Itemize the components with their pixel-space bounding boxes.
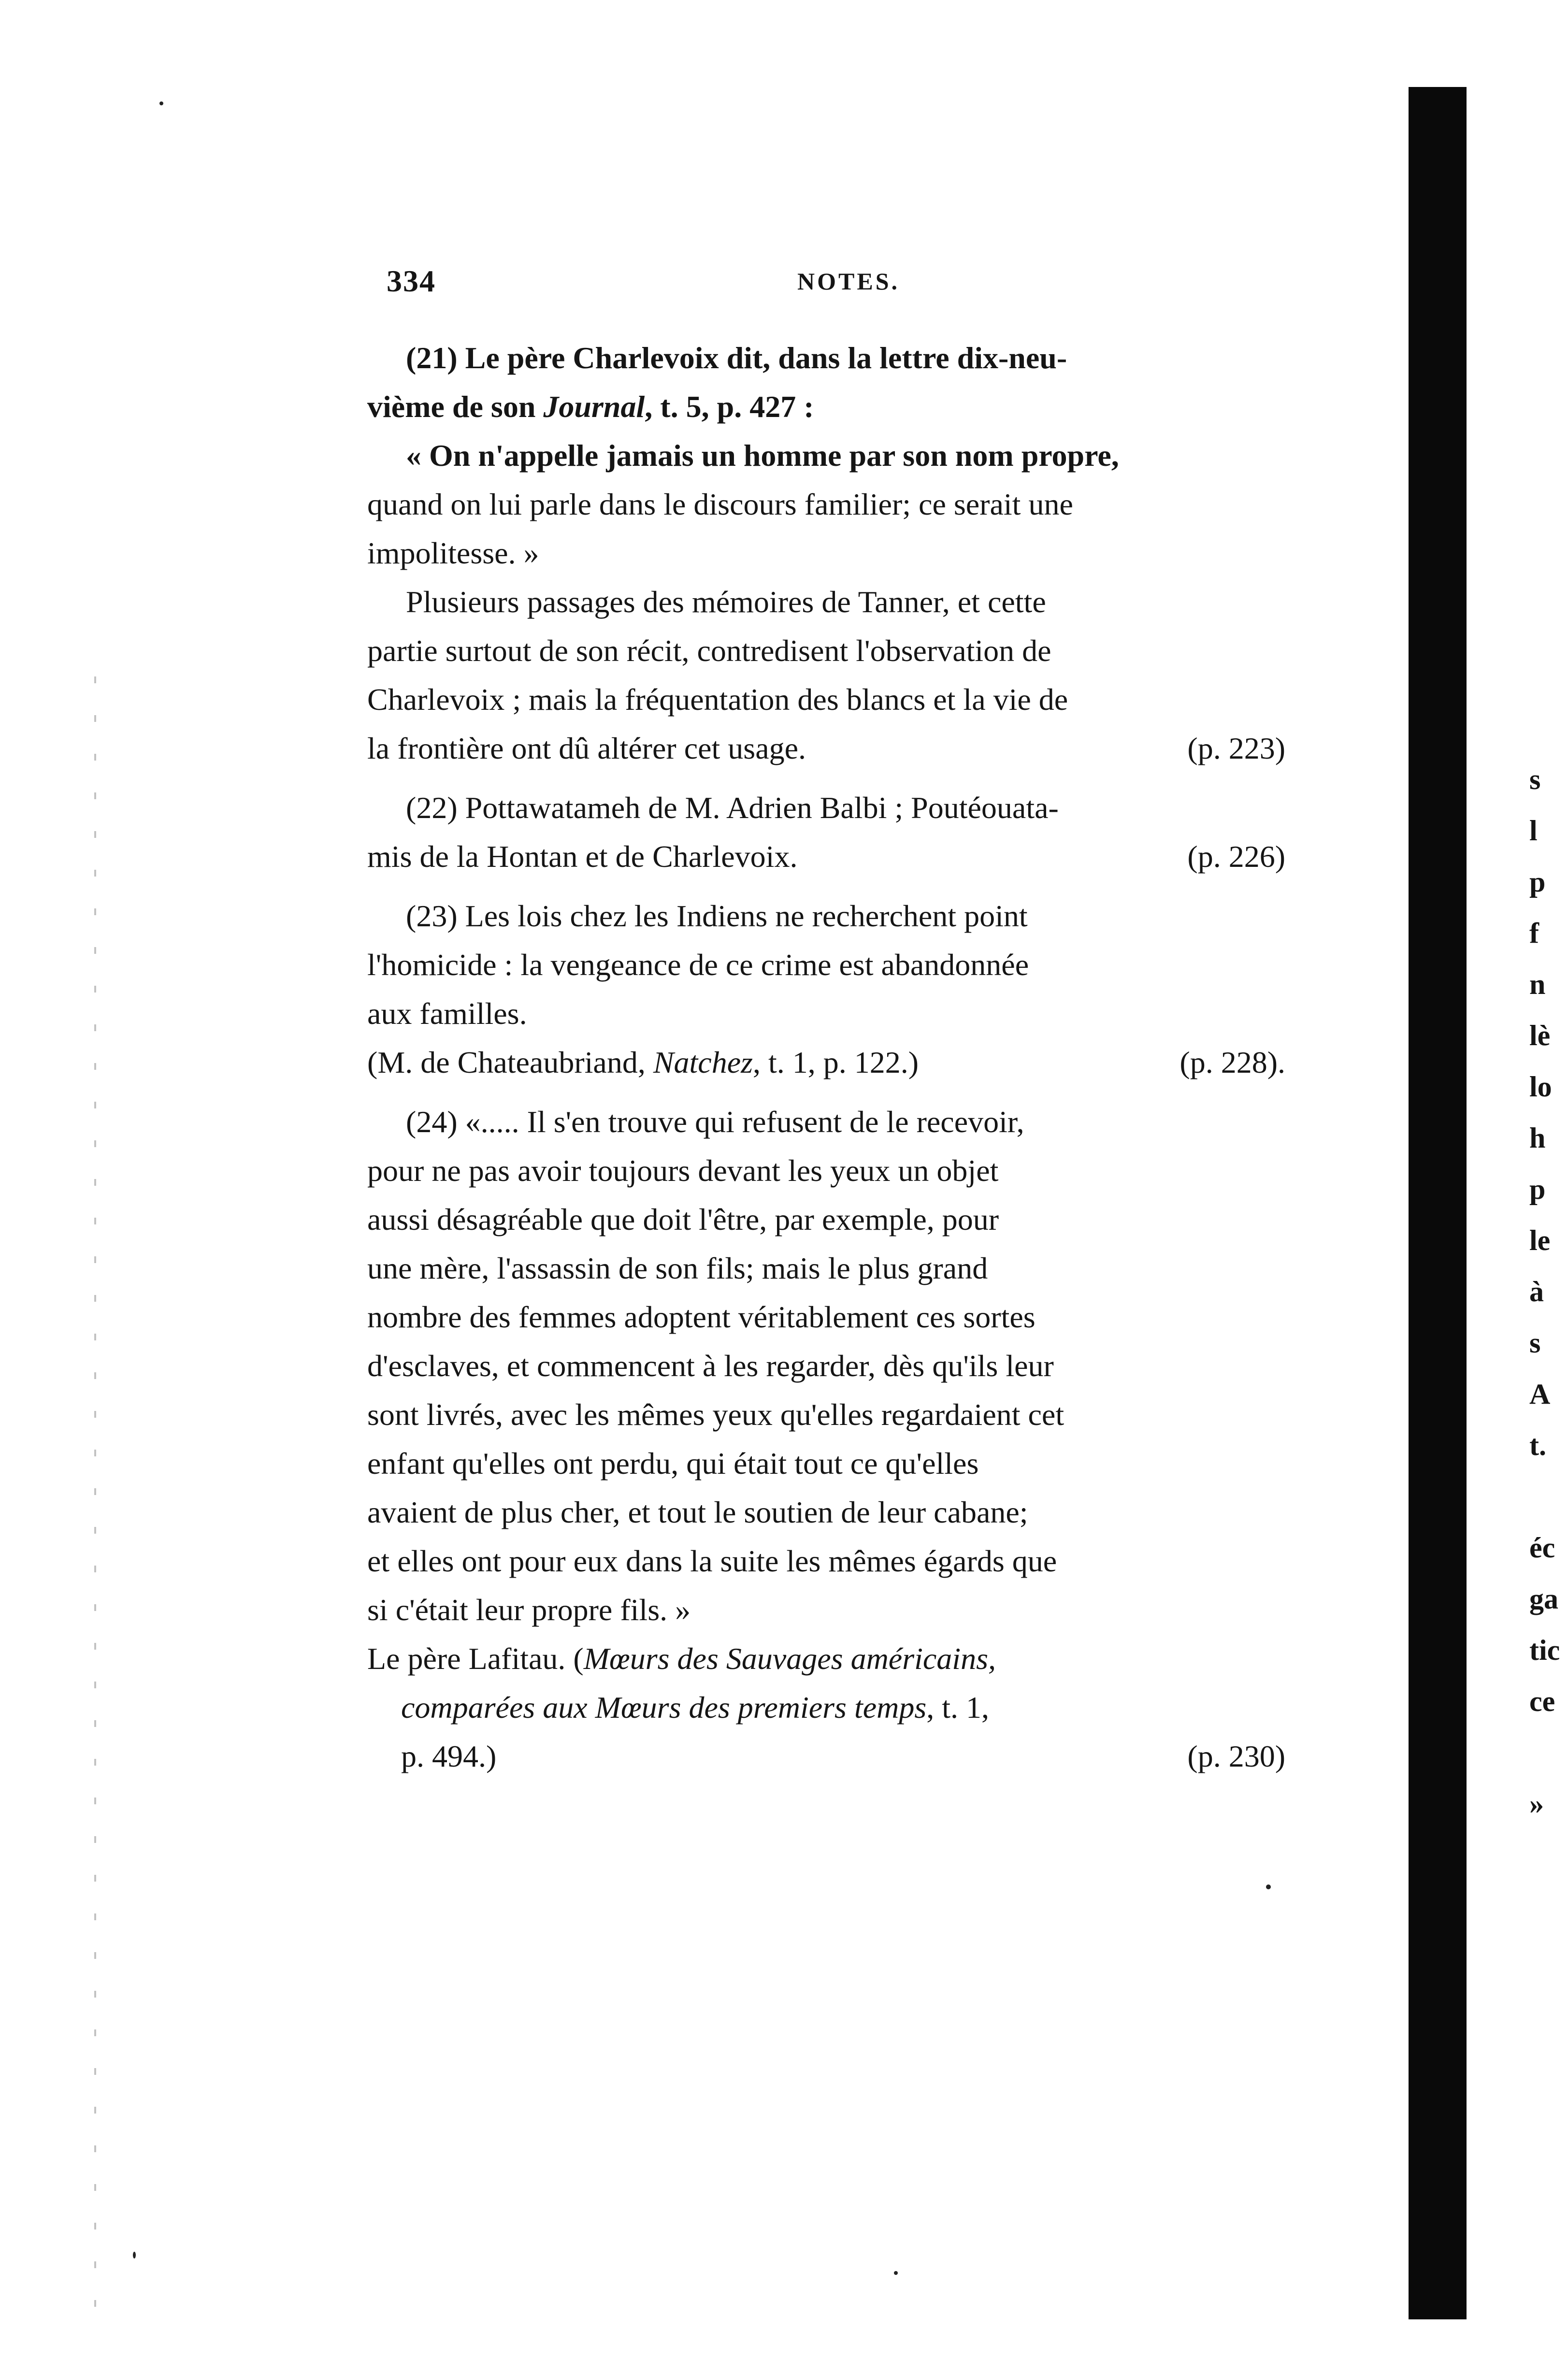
note-23-citation-author: (M. de Chateaubriand, [367, 1045, 653, 1079]
note-24-line-10: et elles ont pour eux dans la suite les mêmes égards que [367, 1544, 1057, 1578]
note-22-line-1: (22) Pottawatameh de M. Adrien Balbi ; Poutéouata- [406, 791, 1059, 825]
note-23-citation-ref: , t. 1, p. 122.) [753, 1045, 919, 1079]
note-23-line-1: (23) Les lois chez les Indiens ne recherchent point [406, 899, 1028, 933]
note-21-para-1: Plusieurs passages des mémoires de Tanner, et cette [406, 585, 1046, 619]
note-21-quote-2: quand on lui parle dans le discours familier; ce serait une [367, 487, 1073, 521]
note-21-quote-3: impolitesse. » [367, 536, 539, 570]
note-22-page-ref: (p. 226) [1187, 839, 1285, 874]
facing-page-edge-glyph: tic [1529, 1634, 1560, 1666]
facing-page-edge-glyph [1529, 1727, 1568, 1778]
note-21-para-4 [367, 724, 1285, 773]
scan-speck [894, 2271, 898, 2275]
note-24-line-5: nombre des femmes adoptent véritablement ces sortes [367, 1300, 1036, 1334]
note-23-line-3: aux familles. [367, 996, 527, 1031]
facing-page-edge-glyph: lè [1529, 1020, 1551, 1051]
facing-page-edge-glyph: f [1529, 917, 1539, 949]
note-21 [367, 333, 1285, 773]
note-24-line-4: une mère, l'assassin de son fils; mais le plus grand [367, 1251, 988, 1285]
note-24-line-8: enfant qu'elles ont perdu, qui était tout ce qu'elles [367, 1446, 979, 1481]
note-24 [367, 1097, 1285, 1781]
note-22 [367, 783, 1285, 881]
lafitau-page: p. 494.) [401, 1739, 497, 1773]
note-22-line-2 [367, 832, 1285, 881]
facing-page-edge-glyph: lo [1529, 1071, 1552, 1103]
scan-speck [159, 101, 163, 105]
facing-page-edge-glyph: h [1529, 1122, 1546, 1154]
left-margin-marks [94, 676, 96, 2319]
facing-page-edge-glyph: A [1529, 1378, 1551, 1410]
facing-page-edge-glyph: n [1529, 968, 1546, 1000]
note-24-line-11: si c'était leur propre fils. » [367, 1593, 691, 1627]
facing-page-edge-glyph: ga [1529, 1583, 1558, 1615]
note-24-line-2: pour ne pas avoir toujours devant les yeux un objet [367, 1153, 999, 1188]
note-21-line-2 [367, 382, 1285, 431]
note-22-line-2-text: mis de la Hontan et de Charlevoix. [367, 839, 798, 874]
note-21-line-2-ref: , t. 5, p. 427 : [645, 389, 814, 424]
note-23-citation [367, 1038, 1285, 1087]
note-21-para-2: partie surtout de son récit, contredisent l'observation de [367, 633, 1051, 668]
note-24-line-1: (24) «..... Il s'en trouve qui refusent de le recevoir, [406, 1105, 1024, 1139]
note-21-bold-block [367, 333, 1285, 480]
note-21-line-2-text: vième de son [367, 389, 544, 424]
note-23-page-ref: (p. 228). [1180, 1045, 1285, 1079]
facing-page-edge-glyph: le [1529, 1224, 1551, 1256]
facing-page-edge-text [1529, 754, 1568, 1829]
scan-speck [133, 2252, 136, 2258]
journal-title: Journal [543, 389, 645, 424]
facing-page-edge-glyph: s [1529, 1327, 1541, 1359]
notes-body [367, 333, 1285, 1781]
note-24-line-7: sont livrés, avec les mêmes yeux qu'elles regardaient cet [367, 1397, 1065, 1432]
page-header [387, 263, 1305, 307]
note-24-page-ref: (p. 230) [1187, 1739, 1285, 1773]
facing-page-edge-glyph: s [1529, 763, 1541, 795]
note-21-para-4-text: la frontière ont dû altérer cet usage. [367, 731, 806, 765]
facing-page-edge-glyph: p [1529, 1173, 1546, 1205]
note-23 [367, 892, 1285, 1087]
facing-page-edge-glyph: » [1529, 1788, 1544, 1820]
lafitau-citation-line-2 [401, 1683, 1285, 1732]
lafitau-citation-line-1 [367, 1634, 1285, 1683]
note-24-line-6: d'esclaves, et commencent à les regarder, dès qu'ils leur [367, 1349, 1054, 1383]
page-number: 334 [387, 264, 436, 298]
lafitau-author: Le père Lafitau. ( [367, 1641, 584, 1676]
natchez-title: Natchez [653, 1045, 753, 1079]
lafitau-title-part-2: comparées aux Mœurs des premiers temps [401, 1690, 927, 1725]
note-21-line-1: (21) Le père Charlevoix dit, dans la lettre dix-neu- [406, 341, 1067, 375]
facing-page-edge-glyph: t. [1529, 1429, 1546, 1461]
scan-speck [1266, 1884, 1271, 1889]
note-21-para-3: Charlevoix ; mais la fréquentation des blancs et la vie de [367, 682, 1068, 717]
note-21-page-ref: (p. 223) [1187, 731, 1285, 765]
note-24-line-9: avaient de plus cher, et tout le soutien de leur cabane; [367, 1495, 1028, 1529]
facing-page-binding-shadow [1409, 87, 1467, 2319]
facing-page-edge-glyph: ce [1529, 1685, 1555, 1717]
facing-page-edge-glyph: à [1529, 1276, 1544, 1308]
lafitau-title-part-1: Mœurs des Sauvages américains, [583, 1641, 996, 1676]
facing-page-edge-glyph: l [1529, 815, 1538, 847]
running-head: NOTES. [797, 268, 900, 295]
facing-page-edge-glyph [1529, 1471, 1568, 1522]
facing-page-edge-glyph: éc [1529, 1532, 1555, 1564]
lafitau-citation-line-3 [401, 1732, 1285, 1781]
note-24-line-3: aussi désagréable que doit l'être, par exemple, pour [367, 1202, 999, 1237]
lafitau-volume: , t. 1, [926, 1690, 990, 1725]
note-23-line-2: l'homicide : la vengeance de ce crime est abandonnée [367, 948, 1029, 982]
facing-page-edge-glyph: p [1529, 866, 1546, 898]
note-21-quote-1: « On n'appelle jamais un homme par son nom propre, [406, 438, 1119, 473]
